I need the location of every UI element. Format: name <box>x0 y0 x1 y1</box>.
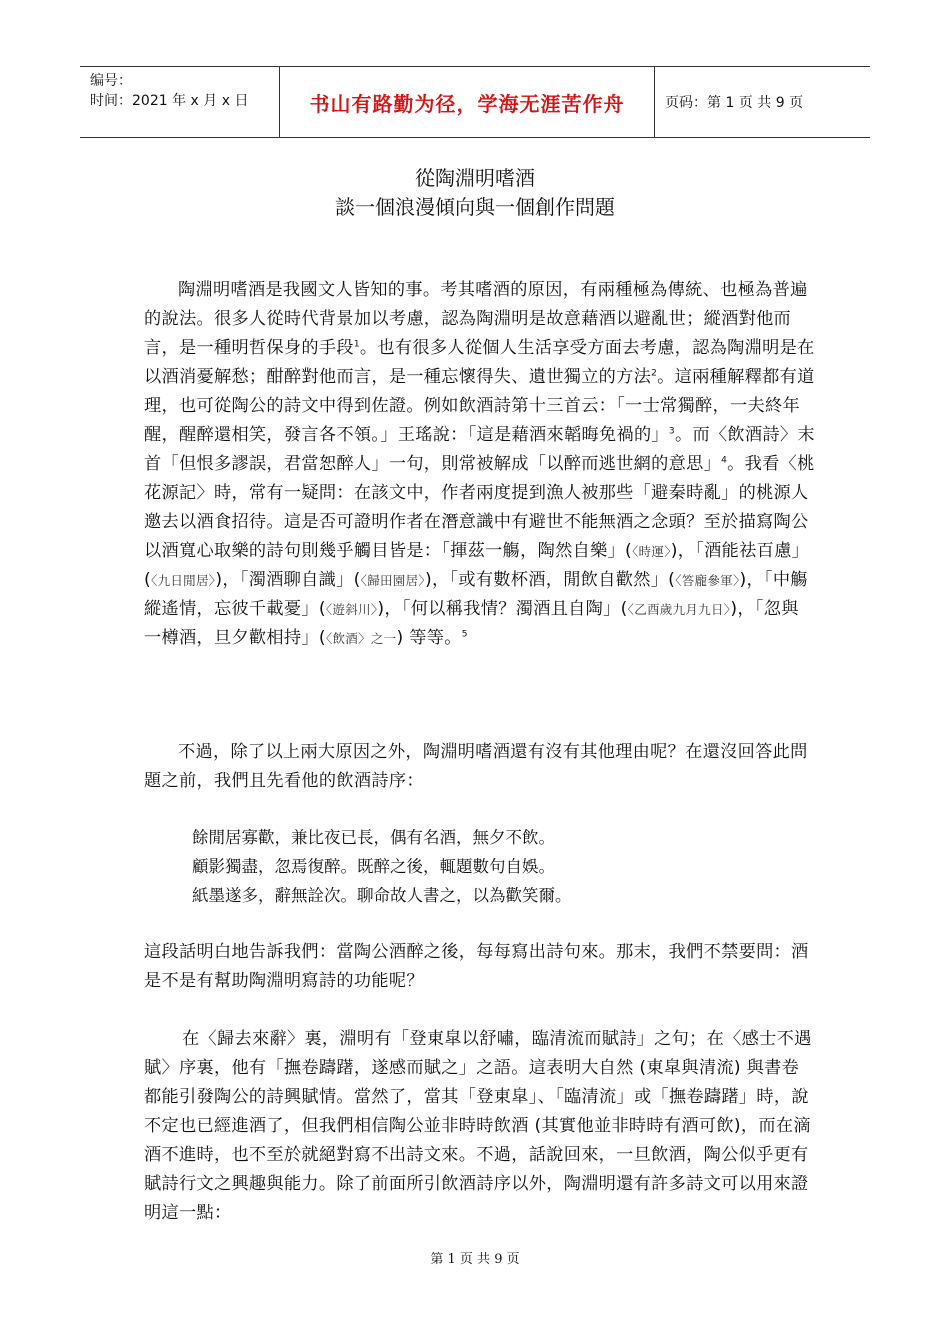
p2-text: 不過，除了以上兩大原因之外，陶淵明嗜酒還有沒有其他理由呢？在還沒回答此問題之前，我們且先看他的飲酒詩序： <box>144 742 808 791</box>
source-yinjiu: 〈飲酒〉之一 <box>325 631 397 646</box>
paragraph-2 <box>144 738 816 796</box>
header-time-label: 时间：2021 年 x 月 x 日 <box>90 93 249 109</box>
header-motto: 书山有路勤为径，学海无涯苦作舟 <box>309 91 625 116</box>
footnote-ref-4[interactable]: 4 <box>721 455 728 466</box>
header-motto-cell <box>280 67 655 137</box>
page-footer: 第 1 页 共 9 页 <box>430 1252 520 1267</box>
poem-line: 餘閒居寡歡，兼比夜已長，偶有名酒，無夕不飲。 <box>192 828 555 847</box>
p1-text-j: )，「何以稱我情？濁酒且自陶」( <box>377 599 628 619</box>
footnote-ref-1[interactable]: 1 <box>353 339 360 350</box>
footnote-ref-2[interactable]: 2 <box>651 368 658 379</box>
paragraph-4 <box>144 1025 816 1228</box>
paragraph-1 <box>144 276 816 653</box>
p1-text-c: 。這兩種解釋都有道理，也可從陶公的詩文中得到佐證。例如飲酒詩第十三首云：「一士常獨醉，一夫終年醒，醒醉還相笑，發言各不領。」王瑤說：「這是藉酒來韜晦免禍的」 <box>144 367 815 445</box>
source-dapang: 〈答龐參軍〉 <box>675 573 740 588</box>
p1-text-a: 陶淵明嗜酒是我國文人皆知的事。考其嗜酒的原因，有兩種極為傳統、也極為普遍的說法。很多人從時代背景加以考慮，認為陶淵明是故意藉酒以避亂世；縱酒對他而言，是一種明哲保身的手段 <box>144 280 808 358</box>
header-meta <box>80 67 280 137</box>
footnote-ref-3[interactable]: 3 <box>668 426 675 437</box>
header-number-label: 编号： <box>90 73 132 89</box>
p1-text-k: )，「忽與一樽酒，旦夕歡相持」( <box>144 599 799 648</box>
poem-preface-quote <box>192 823 792 910</box>
footnote-ref-5[interactable]: 5 <box>461 629 468 640</box>
p1-text-g: )，「濁酒聊自識」( <box>215 570 361 590</box>
p1-text-e: 。我看〈桃花源記〉時，常有一疑問：在該文中，作者兩度提到漁人被那些「避秦時亂」的桃源人邀去以酒食招待。這是否可證明作者在潛意識中有避世不能無酒之念頭？至於描寫陶公以酒寬心取樂的詩句則幾乎觸目皆是：「揮茲一觴，陶然自樂」( <box>144 454 815 561</box>
source-guitian: 〈歸田園居〉 <box>360 573 425 588</box>
p1-text-d: 。而〈飲酒詩〉末首「但恨多謬誤，君當恕醉人」一句，則常被解成「以醉而逃世網的意思」 <box>144 425 815 474</box>
poem-line: 顧影獨盡，忽焉復醉。既醉之後，輒題數句自娛。 <box>192 857 555 876</box>
title-line-2: 談一個浪漫傾向與一個創作問題 <box>335 195 615 219</box>
p1-text-l: ) 等等。 <box>396 628 462 648</box>
title-line-1: 從陶淵明嗜酒 <box>415 166 535 190</box>
p1-text-i: )，「中觴縱遙情，忘彼千載憂」( <box>144 570 808 619</box>
paragraph-3: 這段話明白地告訴我們：當陶公酒醉之後，每每寫出詩句來。那末，我們不禁要問：酒是不是有幫助陶淵明寫詩的功能呢？ <box>144 942 809 991</box>
source-jiuri: 〈九日閒居〉 <box>151 573 216 588</box>
source-shiyun: 〈時運〉 <box>632 544 671 559</box>
p4-text: 在〈歸去來辭〉裏，淵明有「登東皐以舒嘯，臨清流而賦詩」之句；在〈感士不遇賦〉序裏，他有「撫卷躊躇，遂感而賦之」之語。這表明大自然 (東皐與清流) 與書卷都能引發陶公的詩興賦情。當然了，當其「登東皐」、「臨清流」或「撫卷躊躇」時，說不定也已經進酒了，但我們相信陶公並非時時飲酒 (其實他並非時時有酒可飲)，而在滴酒不進時，也不至於就絕對寫不出詩文來。不過，話說回來，一旦飲酒，陶公似乎更有賦詩行文之興趣與能力。除了前面所引飲酒詩序以外，陶淵明還有許多詩文可以用來證明這一點： <box>144 1029 812 1223</box>
source-youxiechuan: 〈遊斜川〉 <box>325 602 378 617</box>
header-page-code: 页码：第 1 页 共 9 页 <box>665 95 804 111</box>
p1-text-h: )，「或有數杯酒，閒飲自歡然」( <box>424 570 676 590</box>
p1-text-f: )，「酒能祛百慮」( <box>144 541 810 590</box>
p1-text-b: 。也有很多人從個人生活享受方面去考慮，認為陶淵明是在以酒消憂解愁；酣醉對他而言，是一種忘懷得失、遺世獨立的方法 <box>144 338 815 387</box>
document-header <box>80 66 870 138</box>
source-yiyou: 〈乙酉歲九月九日〉 <box>627 602 731 617</box>
poem-line: 紙墨遂多，辭無詮次。聊命故人書之，以為歡笑爾。 <box>192 886 572 905</box>
